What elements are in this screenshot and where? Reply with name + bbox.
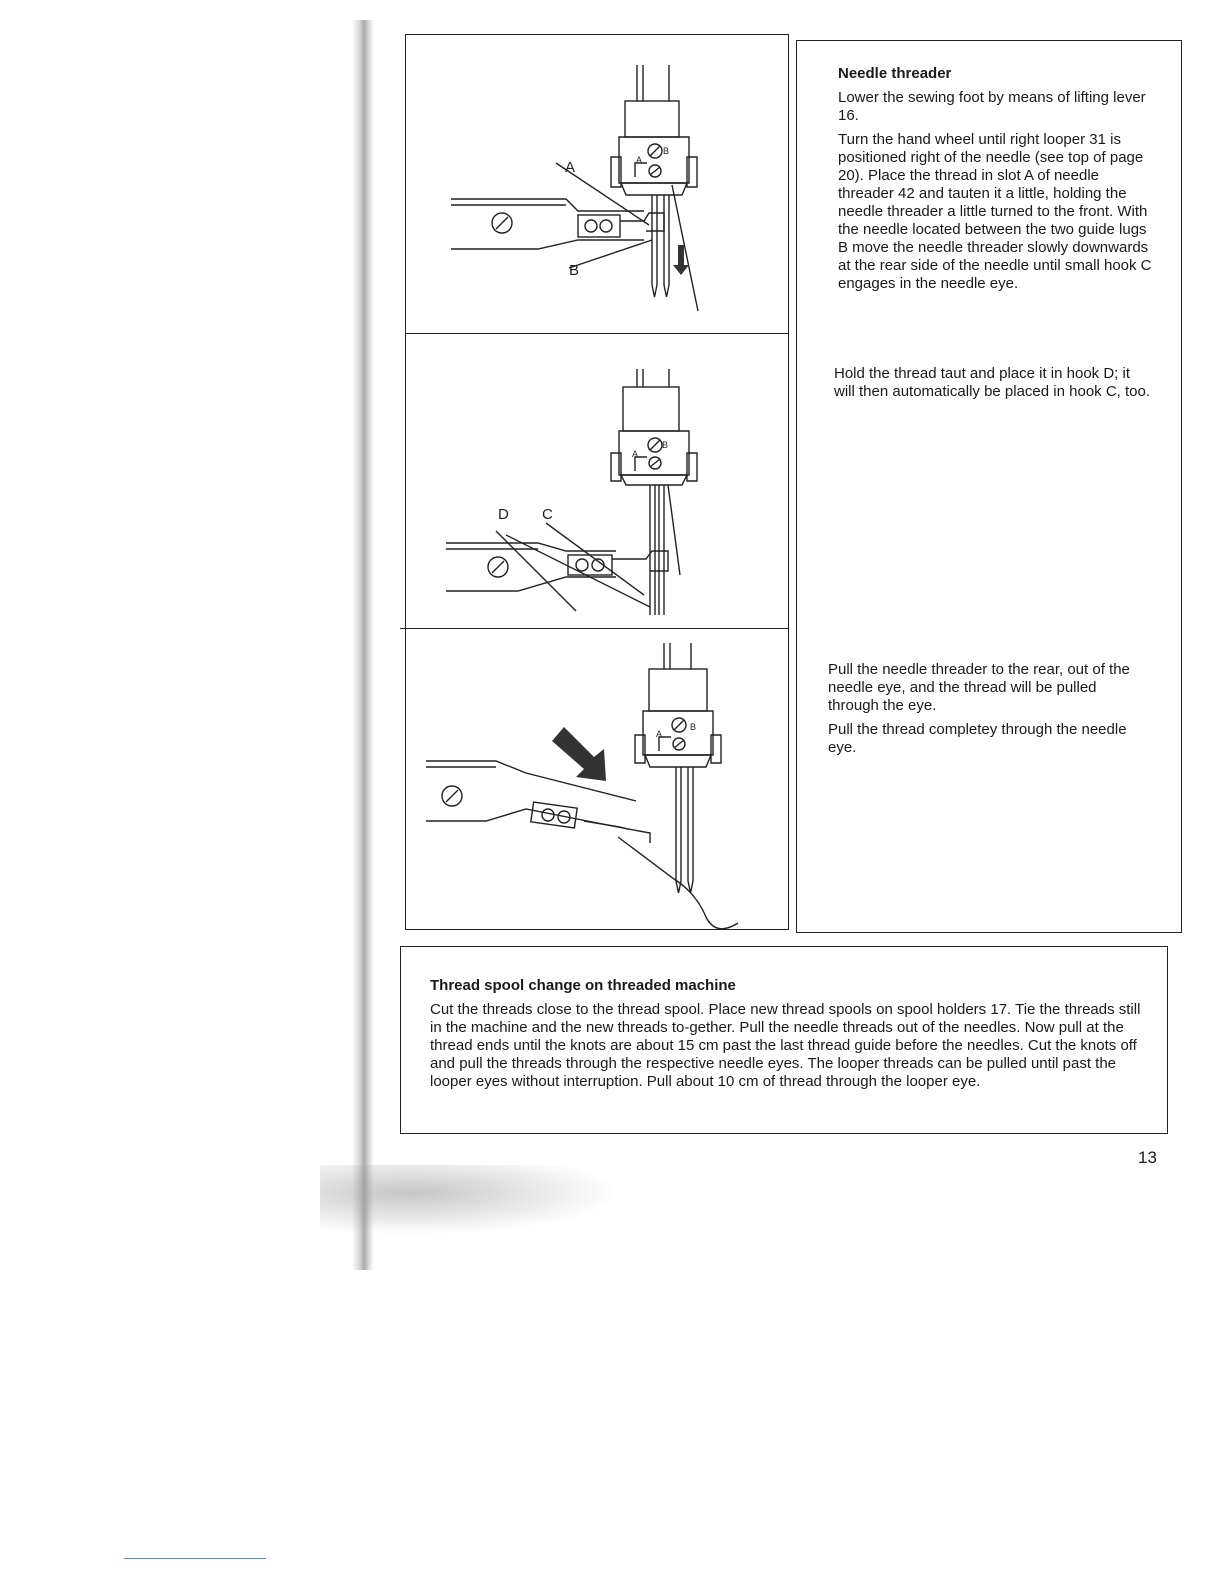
scan-smudge: [320, 1165, 620, 1235]
instruction-step-2: Turn the hand wheel until right looper 31 is positioned right of the needle (see top of page 20). Place the thread in slot A of needle threader 42 and tauten it a little, holding the needle threader a little turned to the front. With the needle located between the two guide lugs B move the needle threader slowly downwards at the rear side of the needle until small hook C engages in the needle eye.: [838, 131, 1152, 292]
illustration-panel: [405, 34, 789, 930]
figure-threader-pull: [406, 631, 788, 929]
needle-bar-label-a: A: [636, 155, 643, 165]
figure-divider-1: [406, 333, 788, 334]
label-b: B: [569, 262, 580, 279]
needle-bar-label-a: A: [656, 729, 663, 739]
label-c: C: [542, 506, 553, 523]
spool-change-heading: Thread spool change on threaded machine: [430, 977, 736, 994]
spool-change-section: [430, 977, 1146, 1097]
instruction-step-5: Pull the thread completey through the needle eye.: [828, 721, 1127, 756]
book-binding-shadow: [352, 20, 374, 1270]
pull-instructions: [828, 661, 1150, 763]
needle-bar-label-b: B: [663, 146, 670, 156]
needle-bar-label-a: A: [632, 449, 639, 459]
instruction-step-3: Hold the thread taut and place it in hook D; it will then automatically be placed in hook C, too.: [834, 365, 1151, 400]
figure-divider-2: [400, 628, 788, 629]
figure-threader-hook: [406, 335, 788, 628]
label-a: A: [565, 159, 576, 176]
figure-threader-insert: [406, 35, 788, 333]
needle-bar-label-b: B: [662, 440, 669, 450]
instruction-step-1: Lower the sewing foot by means of lifting lever 16.: [838, 89, 1146, 124]
needle-threader-section: [838, 65, 1156, 299]
label-d: D: [498, 506, 509, 523]
spool-change-body: Cut the threads close to the thread spool. Place new thread spools on spool holders 17. Tie the threads still in the machine and the new threads to-gether. Pull the needle threads out of the needles. Now pull at the thread ends until the knots are about 15 cm past the last thread guide before the needles. Cut the knots off and pull the threads through the respective needle eyes. The looper threads can be pulled until past the looper eyes without interruption. Pull about 10 cm of thread through the looper eye.: [430, 1001, 1141, 1090]
needle-bar-label-b: B: [690, 722, 697, 732]
page-number: 13: [1138, 1148, 1157, 1167]
scan-underline-mark: [124, 1558, 266, 1559]
instructions-panel: [796, 40, 1182, 933]
section-heading: Needle threader: [838, 65, 952, 82]
instruction-step-4: Pull the needle threader to the rear, out of the needle eye, and the thread will be pulled through the eye.: [828, 661, 1130, 714]
spool-change-box: [400, 946, 1168, 1134]
